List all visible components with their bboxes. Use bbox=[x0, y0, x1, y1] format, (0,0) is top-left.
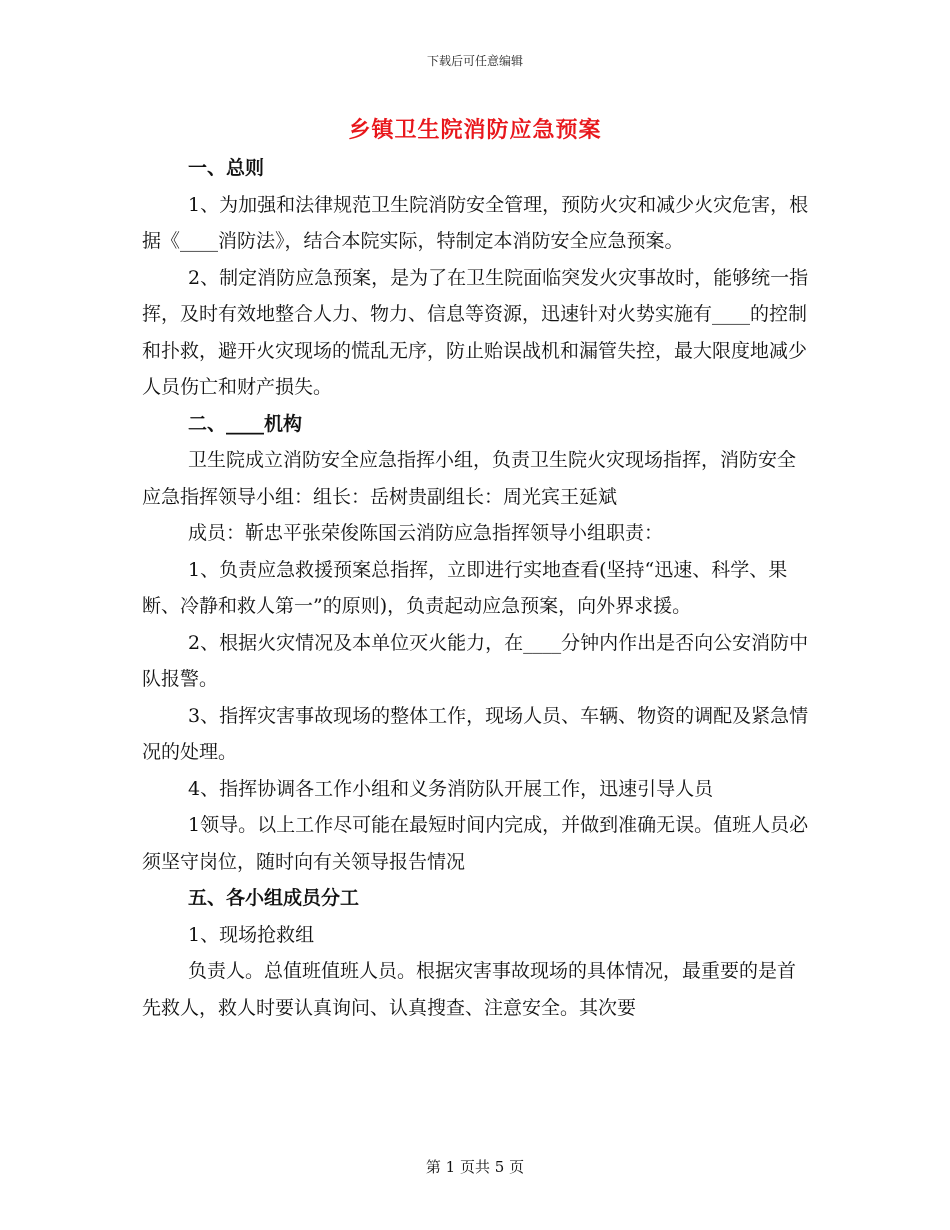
paragraph: 1领导。以上工作尽可能在最短时间内完成，并做到准确无误。值班人员必须坚守岗位，随时向有关领导报告情况 bbox=[142, 814, 809, 873]
paragraph: 2、制定消防应急预案，是为了在卫生院面临突发火灾事故时，能够统一指挥，及时有效地整合人力、物力、信息等资源，迅速针对火势实施有____的控制和扑救，避开火灾现场的慌乱无序，防止贻误战机和漏管失控，最大限度地减少人员伤亡和财产损失。 bbox=[142, 266, 809, 398]
paragraph: 1、负责应急救援预案总指挥，立即进行实地查看(坚持“迅速、科学、果断、冷静和救人第一”的原则)，负责起动应急预案，向外界求援。 bbox=[142, 558, 788, 617]
paragraph: 1、现场抢救组 bbox=[188, 923, 315, 946]
page-number: 第 1 页共 5 页 bbox=[425, 1158, 525, 1176]
paragraph: 4、指挥协调各工作小组和义务消防队开展工作，迅速引导人员 bbox=[188, 777, 714, 800]
header-note: 下载后可任意编辑 bbox=[426, 54, 523, 68]
paragraph: 卫生院成立消防安全应急指挥小组，负责卫生院火灾现场指挥，消防安全应急指挥领导小组：组长：岳树贵副组长：周光宾王延斌 bbox=[142, 449, 797, 508]
section-heading: 二、____机构 bbox=[188, 412, 303, 435]
document-title: 乡镇卫生院消防应急预案 bbox=[348, 117, 602, 143]
paragraph: 2、根据火灾情况及本单位灭火能力，在____分钟内作出是否向公安消防中队报警。 bbox=[142, 631, 809, 690]
section-heading: 五、各小组成员分工 bbox=[188, 887, 360, 909]
paragraph: 3、指挥灾害事故现场的整体工作，现场人员、车辆、物资的调配及紧急情况的处理。 bbox=[142, 704, 809, 763]
document-body bbox=[142, 150, 810, 1026]
section-heading: 一、总则 bbox=[188, 157, 265, 179]
paragraph: 1、为加强和法律规范卫生院消防安全管理，预防火灾和减少火灾危害，根据《____消防法》，结合本院实际，特制定本消防安全应急预案。 bbox=[142, 193, 809, 252]
paragraph: 负责人。总值班值班人员。根据灾害事故现场的具体情况，最重要的是首先救人，救人时要认真询问、认真搜查、注意安全。其次要 bbox=[142, 960, 797, 1019]
paragraph: 成员：靳忠平张荣俊陈国云消防应急指挥领导小组职责： bbox=[188, 522, 664, 544]
